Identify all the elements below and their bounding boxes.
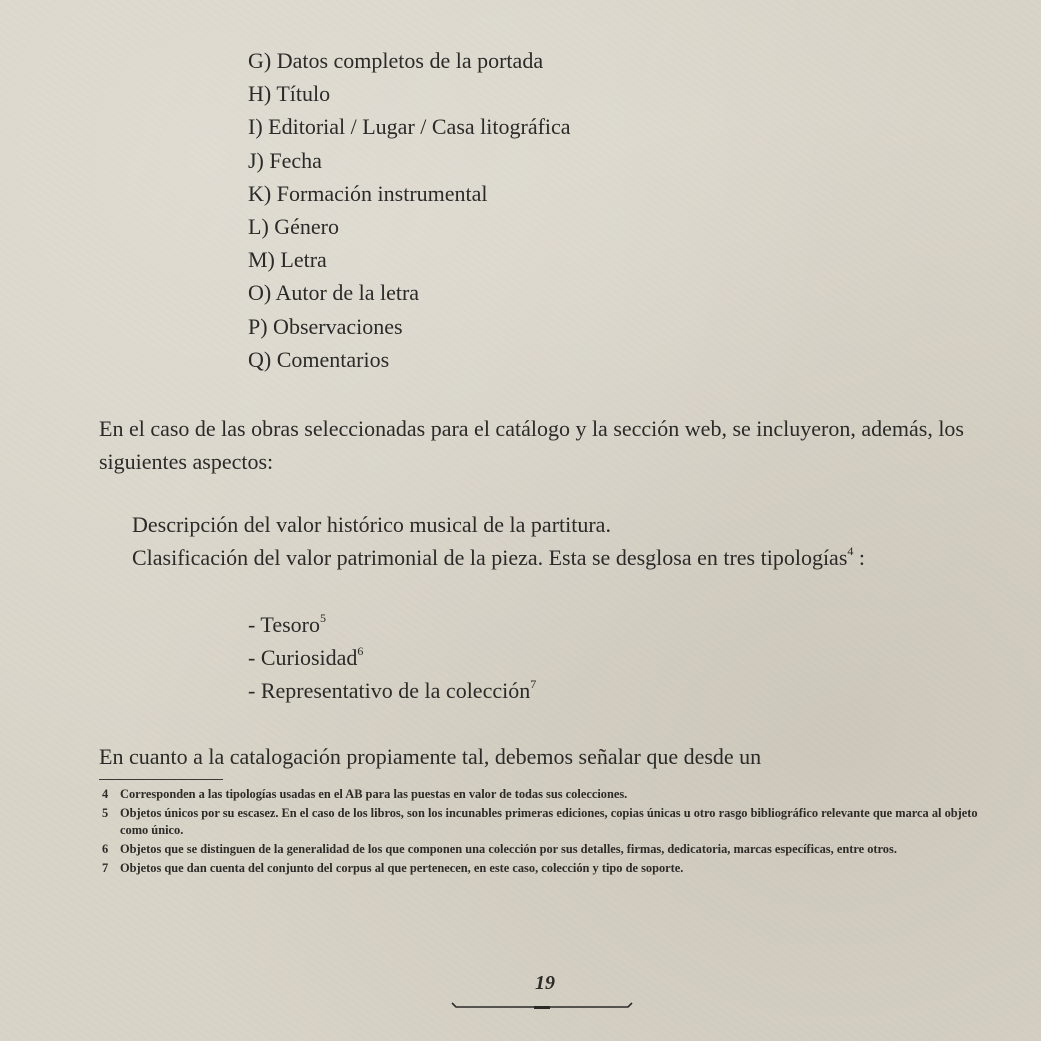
aspect-item-tail: : [853, 545, 866, 570]
footnote-ref: 4 [847, 543, 854, 558]
aspect-item-text: Clasificación del valor patrimonial de la pieza. Esta se desglosa en tres tipologías [132, 545, 848, 570]
footnote [102, 805, 982, 839]
typology-list [248, 608, 536, 707]
footnote-number: 4 [102, 787, 109, 801]
footnote-ref: 5 [319, 610, 326, 625]
footnote-text: Objetos que dan cuenta del conjunto del corpus al que pertenecen, en este caso, colección y tipo de soporte. [120, 861, 684, 875]
footnote-ref: 7 [530, 676, 537, 691]
footnote-number: 7 [102, 861, 109, 875]
field-item: P) Observaciones [248, 313, 403, 339]
page-number-ornament [450, 998, 634, 1010]
body-paragraph: En el caso de las obras seleccionadas para el catálogo y la sección web, se incluyeron, además, los siguientes aspectos: [99, 416, 964, 474]
footnote-divider [99, 779, 223, 780]
field-item: Q) Comentarios [248, 346, 390, 372]
aspect-item: Descripción del valor histórico musical de la partitura. [132, 512, 611, 537]
field-item: O) Autor de la letra [248, 280, 420, 306]
footnote [102, 841, 982, 858]
typology-label: - Tesoro [248, 612, 320, 637]
footnote [102, 786, 982, 803]
field-item: M) Letra [248, 247, 327, 273]
footnote-text: Objetos únicos por su escasez. En el caso de los libros, son los incunables primeras ediciones, copias únicas u otro rasgo bibliográfico relevante que marca al objeto como único. [120, 806, 978, 837]
footnote [102, 860, 982, 877]
footnote-number: 6 [102, 842, 109, 856]
footnote-text: Corresponden a las tipologías usadas en el AB para las puestas en valor de todas sus colecciones. [120, 787, 628, 801]
footnote-text: Objetos que se distinguen de la generalidad de los que componen una colección por sus detalles, firmas, dedicatoria, marcas específicas, entre otros. [120, 842, 897, 856]
typology-item [248, 608, 536, 641]
typology-label: - Curiosidad [248, 645, 358, 670]
field-item: K) Formación instrumental [248, 180, 488, 206]
field-item: I) Editorial / Lugar / Casa litográfica [248, 114, 571, 140]
aspect-item [132, 541, 865, 574]
body-paragraph: En cuanto a la catalogación propiamente tal, debemos señalar que desde un [99, 744, 762, 769]
catalog-field-list [248, 44, 571, 376]
footnote-ref: 6 [357, 643, 364, 658]
typology-item [248, 641, 536, 674]
field-item: J) Fecha [248, 147, 322, 173]
typology-item [248, 674, 536, 707]
footnote-number: 5 [102, 806, 109, 820]
typology-label: - Representativo de la colección [248, 678, 531, 703]
field-item: G) Datos completos de la portada [248, 48, 544, 73]
footnotes-list [102, 786, 982, 879]
field-item: L) Género [248, 214, 340, 240]
page-number: 19 [535, 972, 555, 994]
field-item: H) Título [248, 81, 331, 107]
aspects-list [132, 508, 865, 574]
